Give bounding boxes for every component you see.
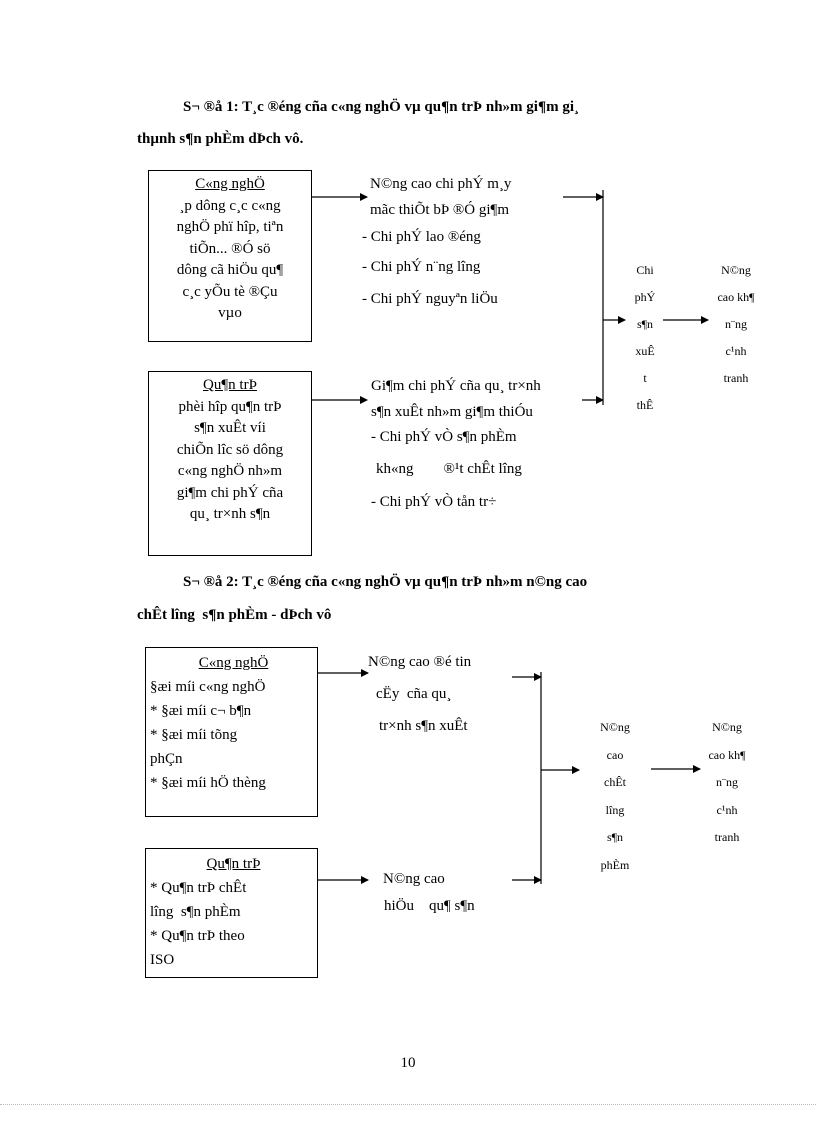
diagram1-mid-bottom-bullet: - Chi phÝ vÒ s¶n phÈm — [371, 429, 517, 445]
box-line: ISO — [150, 952, 175, 968]
diagram1-title-line2: thµnh s¶n phÈm dÞch vô. — [137, 131, 304, 147]
result-line: tranh — [723, 371, 749, 385]
result-line: N©ng — [712, 720, 742, 734]
result-line: n¨ng — [725, 317, 747, 331]
result-line: t — [643, 371, 647, 385]
diagram1-result-production-cost — [620, 257, 670, 419]
result-line: lîng — [605, 802, 625, 817]
result-line: c¹nh — [725, 344, 747, 358]
box-line: ¸p dông c¸c c«ng — [179, 197, 281, 214]
diagram2-mid-top-line: tr×nh s¶n xuÊt — [379, 718, 468, 734]
diagram1-mid-top-bullet: - Chi phÝ lao ®éng — [362, 229, 481, 245]
result-line: cao kh¶ — [708, 747, 746, 762]
diagram1-mid-top-bullet: - Chi phÝ n¨ng lîng — [362, 259, 481, 275]
diagram1-technology-box — [148, 170, 312, 342]
box-line: * §æi míi hÖ thèng — [150, 775, 266, 791]
diagram1-mid-bottom-bullet: kh«ng ®¹t chÊt lîng — [376, 461, 522, 477]
result-line: tranh — [714, 830, 740, 844]
result-line: s¶n — [636, 317, 654, 331]
diagram2-management-box — [145, 848, 318, 978]
diagram2-mid-top-line: cËy cña qu¸ — [376, 686, 452, 702]
box-line: s¶n xuÊt víi — [194, 420, 266, 436]
box-line: chiÕn lîc sö dông — [176, 441, 284, 458]
result-line: phÝ — [634, 290, 656, 304]
diagram2-mid-bottom-line: N©ng cao — [383, 871, 445, 887]
box-line: qu¸ tr×nh s¶n — [189, 506, 271, 522]
page-number: 10 — [400, 1055, 416, 1071]
page-footer-divider — [0, 1104, 816, 1105]
box-line: * §æi míi c¬ b¶n — [150, 703, 252, 719]
box-line: tiÕn... ®Ó sö — [189, 240, 271, 257]
diagram1-mid-top-line: N©ng cao chi phÝ m¸y — [370, 176, 512, 192]
diagram2-mid-top-line: N©ng cao ®é tin — [368, 654, 472, 670]
result-line: s¶n — [606, 830, 624, 844]
diagram1-mid-bottom-bullet: - Chi phÝ vÒ tån tr÷ — [371, 494, 497, 510]
diagram2-mid-bottom-line: hiÖu qu¶ s¶n — [384, 898, 475, 914]
result-line: cao — [606, 747, 624, 762]
diagram2-title-line1: S¬ ®å 2: T¸c ®éng cña c«ng nghÖ vµ qu¶n trÞ nh»m n©ng cao — [183, 574, 588, 590]
result-line: c¹nh — [716, 802, 738, 817]
box-line: phÇn — [150, 751, 183, 767]
result-line: N©ng — [600, 720, 630, 734]
box-title: C«ng nghÖ — [198, 655, 269, 671]
box-line: gi¶m chi phÝ cña — [176, 484, 284, 501]
diagram1-title-line1: S¬ ®å 1: T¸c ®éng cña c«ng nghÖ vµ qu¶n trÞ nh»m gi¶m gi¸ — [183, 99, 579, 115]
box-title: Qu¶n trÞ — [203, 377, 257, 393]
box-line: * Qu¶n trÞ chÊt — [150, 880, 247, 896]
diagram1-mid-bottom-line: Gi¶m chi phÝ cña qu¸ tr×nh — [371, 378, 541, 394]
result-line: N©ng — [721, 263, 751, 277]
box-line: c«ng nghÖ nh»m — [177, 463, 283, 479]
diagram2-technology-box — [145, 647, 318, 817]
box-title: Qu¶n trÞ — [206, 856, 261, 872]
diagram2-result-quality — [586, 714, 644, 879]
box-line: lîng s¶n phÈm — [150, 904, 241, 920]
diagram2-title-line2: chÊt lîng s¶n phÈm - dÞch vô — [137, 607, 332, 623]
box-line: * Qu¶n trÞ theo — [150, 928, 245, 944]
diagram1-result-competitiveness — [705, 257, 767, 392]
box-line: phèi hîp qu¶n trÞ — [178, 398, 282, 415]
result-line: cao kh¶ — [717, 290, 755, 304]
result-line: xuÊ — [635, 344, 655, 358]
box-line: §æi míi c«ng nghÖ — [150, 679, 266, 695]
diagram1-mid-bottom-line: s¶n xuÊt nh»m gi¶m thiÓu — [371, 404, 533, 420]
diagram1-mid-top-line: mãc thiÕt bÞ ®Ó gi¶m — [370, 202, 510, 218]
box-line: c¸c yÕu tè ®Çu — [182, 283, 278, 300]
box-line: nghÖ phï hîp, tiªn — [176, 219, 284, 235]
box-line: vµo — [218, 305, 242, 321]
result-line: phÈm — [600, 857, 630, 872]
box-title: C«ng nghÖ — [195, 176, 265, 192]
diagram2-result-competitiveness — [696, 714, 758, 852]
diagram1-mid-top-bullet: - Chi phÝ nguyªn liÖu — [362, 291, 498, 307]
box-line: * §æi míi tõng — [150, 727, 238, 743]
result-line: thÊ — [636, 398, 654, 412]
result-line: n¨ng — [716, 775, 738, 789]
result-line: chÊt — [604, 775, 626, 789]
diagram1-management-box — [148, 371, 312, 556]
box-line: dông cã hiÖu qu¶ — [176, 262, 284, 278]
result-line: Chi — [636, 263, 654, 277]
